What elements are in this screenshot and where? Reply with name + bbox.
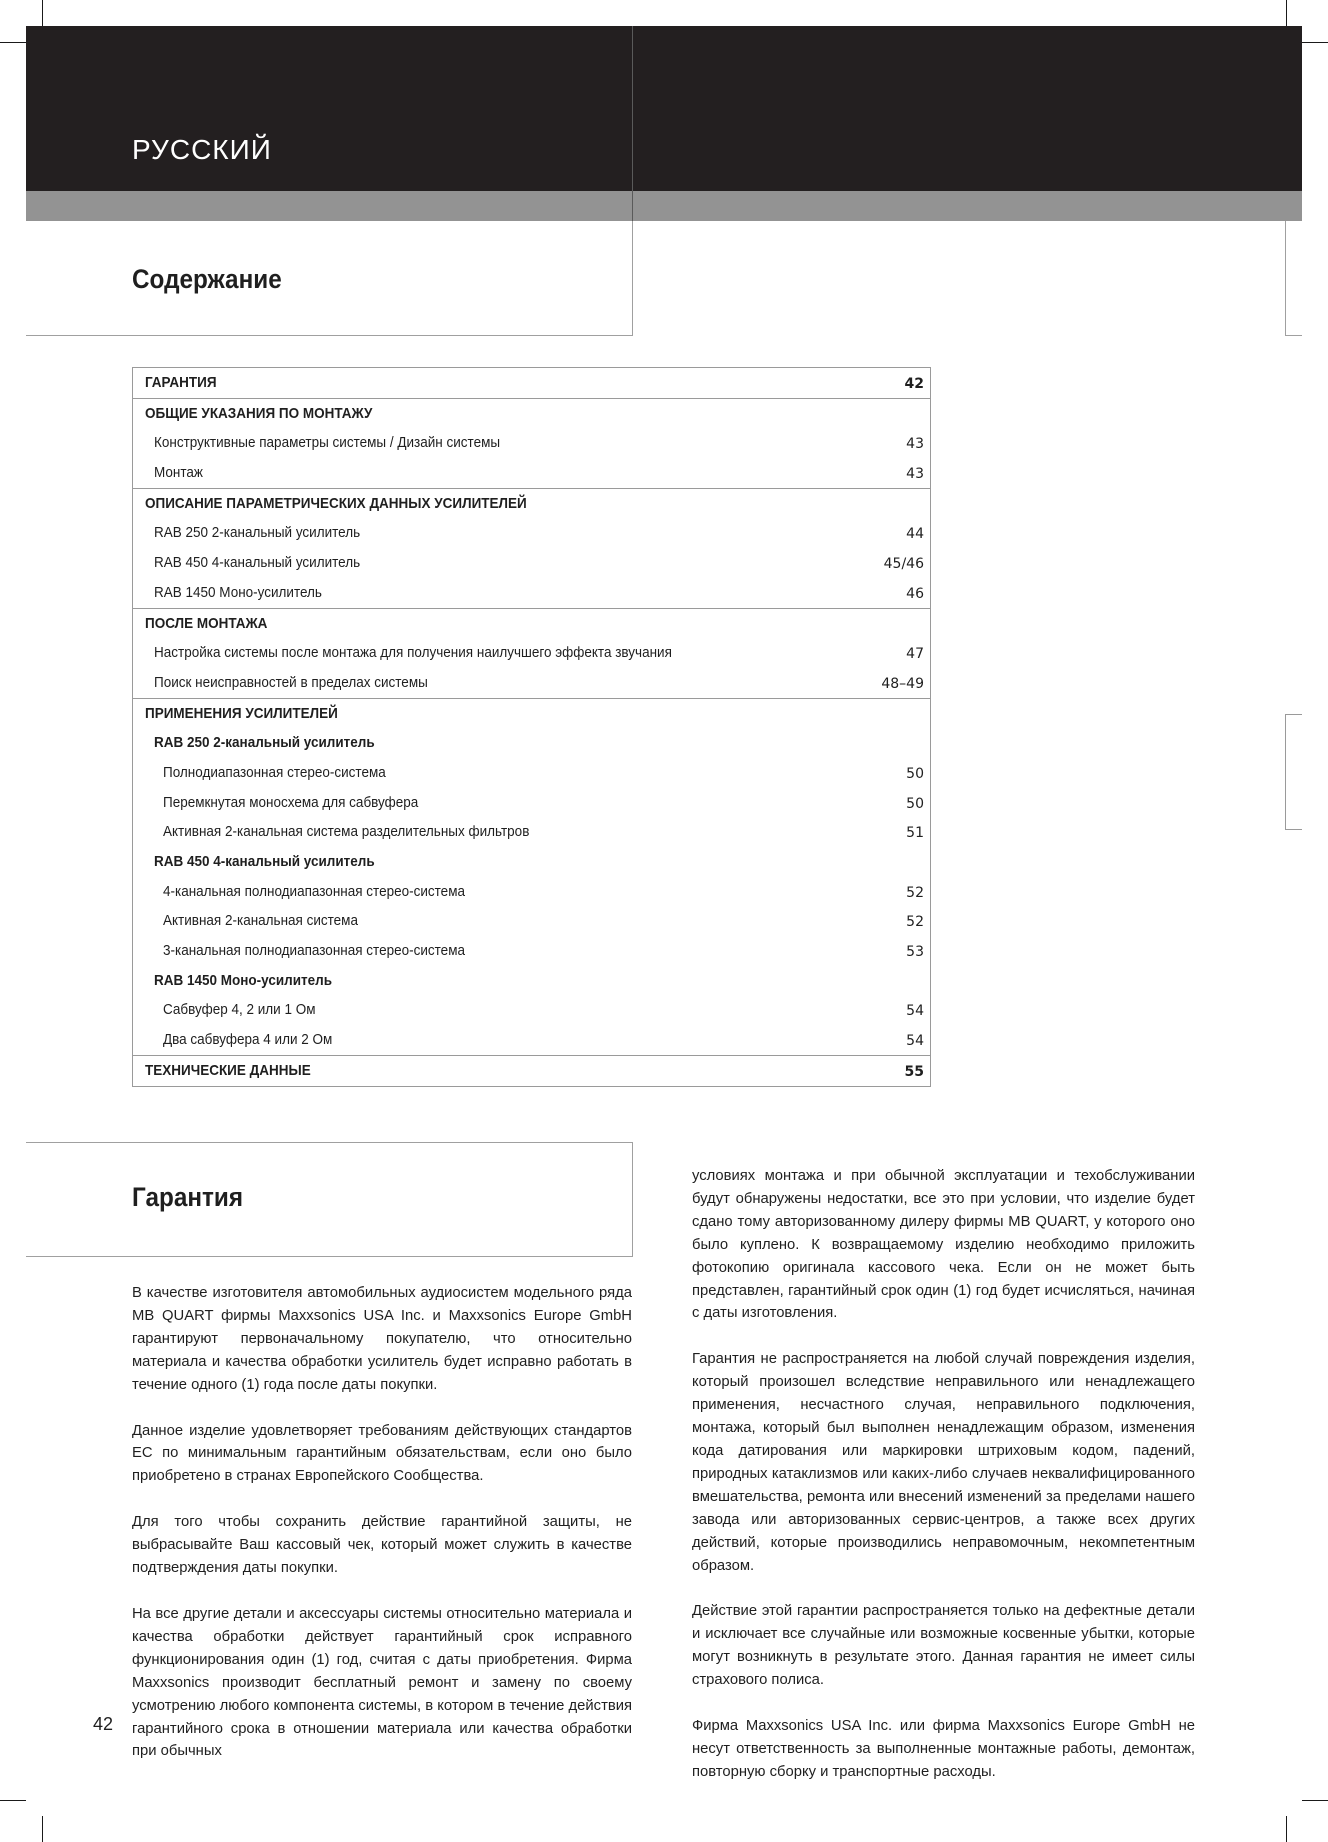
toc-row: [133, 995, 930, 1025]
warranty-title: Гарантия: [132, 1182, 244, 1212]
toc-entry-label: Два сабвуфера 4 или 2 Ом: [163, 1031, 333, 1049]
toc-entry-label: ОБЩИЕ УКАЗАНИЯ ПО МОНТАЖУ: [145, 404, 373, 422]
frame-line: [26, 1142, 633, 1143]
toc-entry-label: ПОСЛЕ МОНТАЖА: [145, 614, 268, 632]
toc-entry-page: 45/46: [883, 556, 924, 573]
paragraph: На все другие детали и аксессуары системы относительно материала и качества обработки действует гарантийный срок исправного функционирования один (1) год, считая с даты приобретения. Фирма Maxxsonics производит бесплатный ремонт и замену по своему усмотрению любого компонента системы, в котором в течение действия гарантийного срока в отношении материала или качества обработки при обычных: [132, 1605, 632, 1760]
toc-entry-label: Сабвуфер 4, 2 или 1 Ом: [163, 1001, 316, 1019]
toc-row: [133, 398, 930, 429]
frame-line: [632, 221, 633, 336]
toc-entry-page: 44: [906, 526, 924, 543]
crop-mark: [42, 1816, 43, 1842]
toc-entry-label: Монтаж: [154, 464, 203, 482]
toc-entry-label: ПРИМЕНЕНИЯ УСИЛИТЕЛЕЙ: [145, 704, 338, 722]
paragraph: Для того чтобы сохранить действие гарантийной защиты, не выбрасывайте Ваш кассовый чек, который может служить в качестве подтверждения даты покупки.: [132, 1514, 632, 1577]
toc-entry-page: 55: [904, 1063, 924, 1080]
toc-entry-label: Поиск неисправностей в пределах системы: [154, 673, 428, 691]
toc-row: [133, 608, 930, 639]
toc-entry-label: RAB 250 2-канальный усилитель: [154, 734, 375, 752]
toc-entry-page: 48–49: [881, 675, 924, 692]
toc-row: [133, 847, 930, 877]
toc-row: [133, 1025, 930, 1055]
toc-entry-label: Конструктивные параметры системы / Дизайн системы: [154, 434, 501, 452]
contents-title: Содержание: [132, 264, 282, 294]
toc-row: [133, 1055, 930, 1087]
toc-entry-page: 54: [906, 1003, 924, 1020]
toc-row: [133, 578, 930, 608]
toc-row: [133, 877, 930, 907]
toc-row: [133, 488, 930, 519]
toc-entry-page: 54: [906, 1033, 924, 1050]
toc-entry-page: 53: [906, 944, 924, 961]
thumb-tab-marker: [1285, 714, 1302, 830]
frame-line: [26, 1256, 633, 1257]
header-divider: [632, 26, 633, 221]
toc-entry-page: 43: [906, 436, 924, 453]
page-number: 42: [93, 1714, 114, 1734]
toc-entry-page: 46: [906, 585, 924, 602]
toc-entry-label: RAB 1450 Моно-усилитель: [154, 583, 322, 601]
crop-mark: [1286, 1816, 1287, 1842]
paragraph: Действие этой гарантии распространяется только на дефектные детали и исключает все случайные или возможные косвенные убытки, которые могут возникнуть в результате этого. Данная гарантия не имеет силы страхового полиса.: [692, 1603, 1195, 1689]
toc-entry-label: Активная 2-канальная система: [163, 912, 358, 930]
warranty-text-right: [692, 1165, 1195, 1807]
warranty-text-left: [132, 1282, 632, 1786]
toc-row: [133, 698, 930, 729]
toc-entry-label: ОПИСАНИЕ ПАРАМЕТРИЧЕСКИХ ДАННЫХ УСИЛИТЕЛЕЙ: [145, 494, 527, 512]
crop-mark: [1302, 42, 1328, 43]
frame-line: [26, 335, 633, 336]
toc-entry-page: 52: [906, 914, 924, 931]
header-band: [26, 26, 1302, 191]
toc-row: [133, 758, 930, 788]
toc-entry-label: ГАРАНТИЯ: [145, 374, 217, 391]
paragraph: Гарантия не распространяется на любой случай повреждения изделия, который произошел вследствие неправильного или ненадлежащего применения, несчастного случая, неправильного подключения, монтажа, который был выполнен ненадлежащим образом, изменения кода датирования или маркировки штриховым кодом, падений, природных катаклизмов или каких-либо случаев неквалифицированного вмешательства, ремонта или внесений изменений за пределами нашего завода или авторизованных сервис-центров, а также всех других действий, которые производились неправомочным, некомпетентным образом.: [692, 1351, 1195, 1574]
toc-entry-label: Перемкнутая моносхема для сабвуфера: [163, 793, 419, 811]
toc-entry-page: 47: [906, 646, 924, 663]
crop-mark: [0, 42, 26, 43]
crop-mark: [1286, 0, 1287, 26]
paragraph: условиях монтажа и при обычной эксплуатации и техобслуживании будут обнаружены недостатки, все это при условии, что изделие будет сдано тому авторизованному дилеру фирмы MB QUART, у которого оно было куплено. К возвращаемому изделию необходимо приложить фотокопию оригинала кассового чека. Если он не может быть представлен, гарантийный срок один (1) год будет исчисляться, начиная с даты изготовления.: [692, 1168, 1195, 1322]
language-label: РУССКИЙ: [132, 134, 272, 165]
toc-row: [133, 728, 930, 758]
crop-mark: [0, 1800, 26, 1801]
toc-row: [133, 906, 930, 936]
toc-entry-label: Полнодиапазонная стерео-система: [163, 763, 386, 781]
toc-entry-page: 43: [906, 466, 924, 483]
frame-line: [1285, 221, 1286, 336]
paragraph: В качестве изготовителя автомобильных аудиосистем модельного ряда MB QUART фирмы Maxxsonics USA Inc. и Maxxsonics Europe GmbH гарантируют первоначальному покупателю, что относительно материала и качества обработки усилитель будет исправно работать в течение одного (1) года после даты покупки.: [132, 1285, 632, 1393]
toc-entry-page: 51: [906, 825, 924, 842]
toc-row: [133, 788, 930, 818]
paragraph: Фирма Maxxsonics USA Inc. или фирма Maxxsonics Europe GmbH не несут ответственность за выполненные монтажные работы, демонтаж, повторную сборку и транспортные расходы.: [692, 1718, 1195, 1780]
toc-entry-page: 52: [906, 884, 924, 901]
frame-line: [1285, 335, 1302, 336]
toc-entry-page: 50: [906, 765, 924, 782]
toc-row: [133, 817, 930, 847]
toc-row: [133, 936, 930, 966]
toc-entry-page: 42: [904, 376, 924, 392]
crop-mark: [1302, 1800, 1328, 1801]
toc-row: [133, 368, 930, 398]
toc-entry-label: Настройка системы после монтажа для получения наилучшего эффекта звучания: [154, 644, 672, 662]
toc-entry-label: RAB 1450 Моно-усилитель: [154, 971, 333, 989]
toc-row: [133, 638, 930, 668]
toc-entry-label: 3-канальная полнодиапазонная стерео-система: [163, 942, 465, 960]
header-gray-stripe: [26, 191, 1302, 221]
toc-row: [133, 966, 930, 996]
paragraph: Данное изделие удовлетворяет требованиям действующих стандартов ЕС по минимальным гарантийным обязательствам, если оно было приобретено в странах Европейского Сообщества.: [132, 1422, 632, 1485]
toc-row: [133, 668, 930, 698]
toc-entry-label: Активная 2-канальная система разделительных фильтров: [163, 823, 530, 841]
toc-entry-label: RAB 450 4-канальный усилитель: [154, 853, 375, 870]
table-of-contents: [132, 367, 931, 1087]
toc-entry-label: 4-канальная полнодиапазонная стерео-система: [163, 882, 465, 900]
toc-row: [133, 548, 930, 578]
crop-mark: [42, 0, 43, 26]
toc-entry-page: 50: [906, 795, 924, 812]
toc-row: [133, 518, 930, 548]
toc-entry-label: RAB 250 2-канальный усилитель: [154, 524, 361, 542]
toc-row: [133, 458, 930, 488]
toc-entry-label: RAB 450 4-канальный усилитель: [154, 554, 361, 572]
frame-line: [632, 1142, 633, 1257]
toc-entry-label: ТЕХНИЧЕСКИЕ ДАННЫЕ: [145, 1061, 311, 1079]
toc-row: [133, 428, 930, 458]
